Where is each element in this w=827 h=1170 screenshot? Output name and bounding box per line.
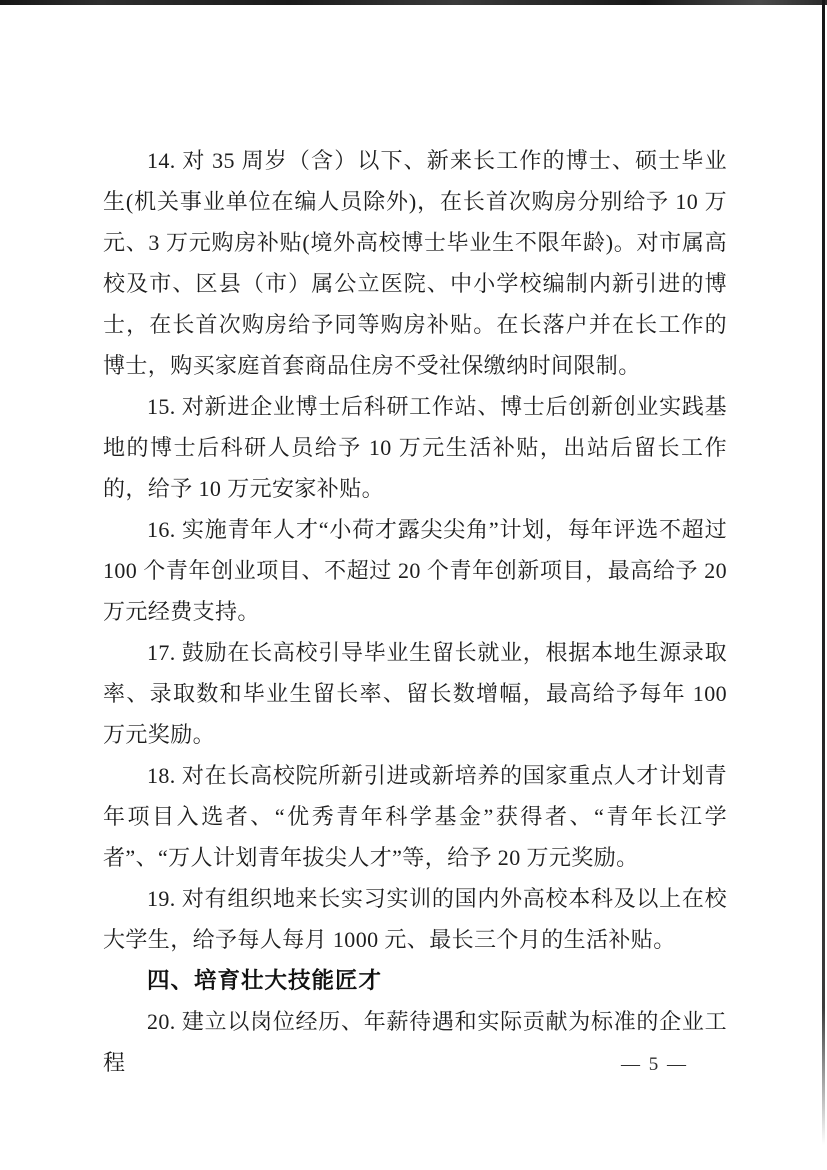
body-paragraph: 19. 对有组织地来长实习实训的国内外高校本科及以上在校大学生，给予每人每月 1000 元、最长三个月的生活补贴。	[103, 886, 727, 952]
body-paragraph: 20. 建立以岗位经历、年薪待遇和实际贡献为标准的企业工程	[103, 1009, 727, 1075]
page-number: — 5 —	[621, 1054, 688, 1075]
body-paragraph: 18. 对在长高校院所新引进或新培养的国家重点人才计划青年项目入选者、“优秀青年科学基金”获得者、“青年长江学者”、“万人计划青年拔尖人才”等，给予 20 万元奖励。	[103, 763, 727, 870]
body-paragraph: 16. 实施青年人才“小荷才露尖尖角”计划，每年评选不超过 100 个青年创业项目、不超过 20 个青年创新项目，最高给予 20 万元经费支持。	[103, 517, 727, 624]
body-paragraph: 15. 对新进企业博士后科研工作站、博士后创新创业实践基地的博士后科研人员给予 10 万元生活补贴，出站后留长工作的，给予 10 万元安家补贴。	[103, 394, 727, 501]
document-body	[103, 140, 727, 1083]
scan-artifact-right-edge	[822, 0, 825, 1145]
body-paragraph: 14. 对 35 周岁（含）以下、新来长工作的博士、硕士毕业生(机关事业单位在编人员除外)，在长首次购房分别给予 10 万元、3 万元购房补贴(境外高校博士毕业生不限年龄)。对市属高校及市、区县（市）属公立医院、中小学校编制内新引进的博士，在长首次购房给予同等购房补贴。在长落户并在长工作的博士，购买家庭首套商品住房不受社保缴纳时间限制。	[103, 148, 727, 378]
section-heading: 四、培育壮大技能匠才	[147, 968, 383, 993]
body-paragraph: 17. 鼓励在长高校引导毕业生留长就业，根据本地生源录取率、录取数和毕业生留长率、留长数增幅，最高给予每年 100 万元奖励。	[103, 640, 727, 747]
scan-artifact-top-edge	[0, 0, 827, 5]
